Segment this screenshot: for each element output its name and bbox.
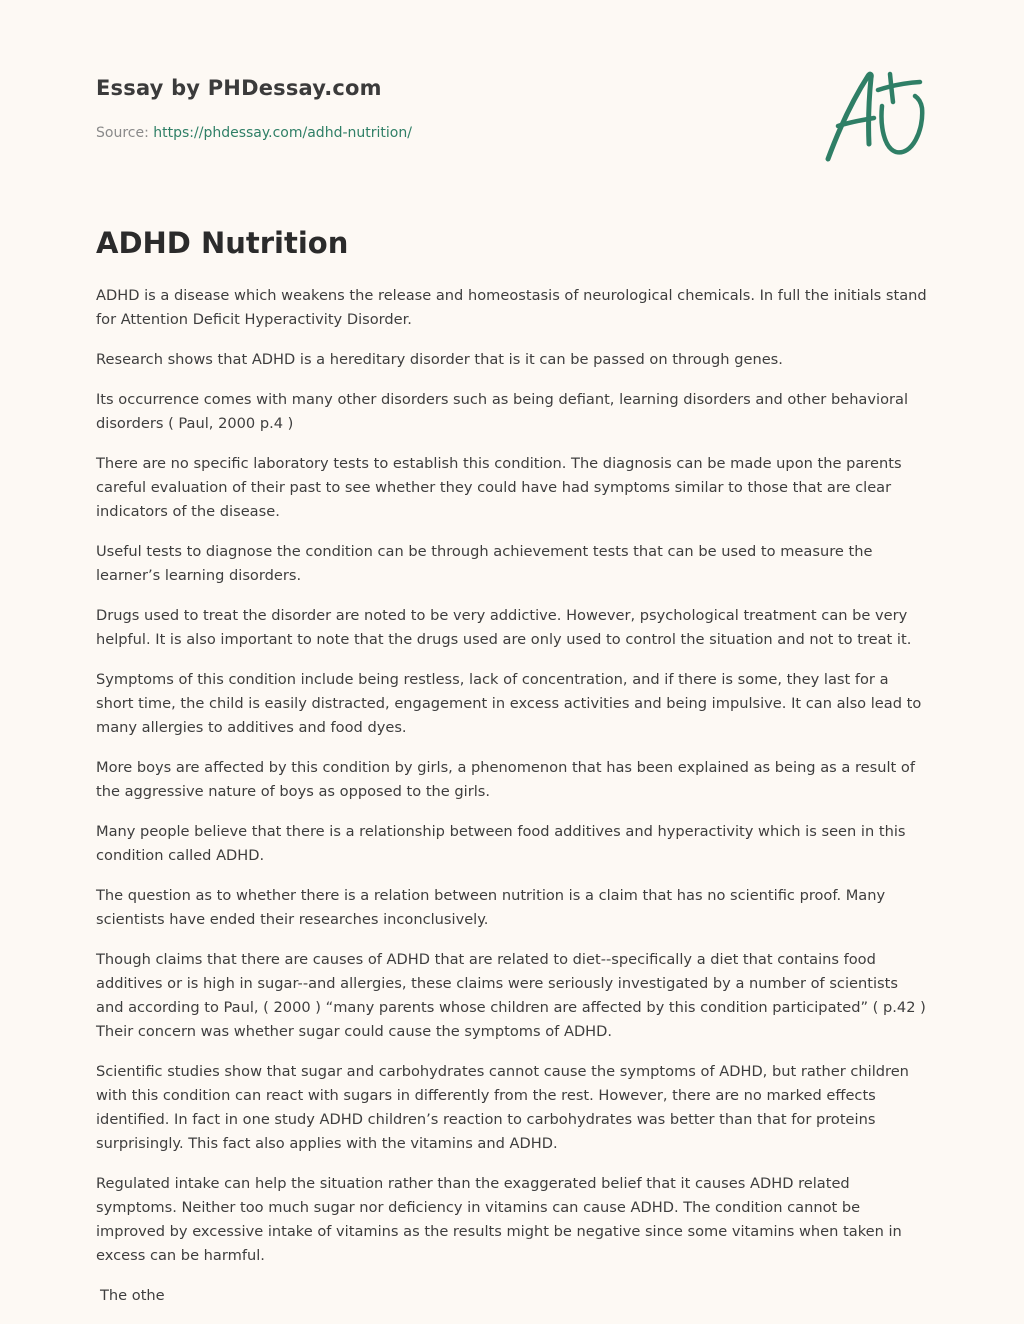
paragraph: There are no specific laboratory tests to establish this condition. The diagnosis can be made upon the parents careful evaluation of their past to see whether they could have had symptoms similar to those that are clear indicators of the disease.	[96, 455, 902, 520]
paragraph: More boys are affected by this condition by girls, a phenomenon that has been explained as being as a result of the aggressive nature of boys as opposed to the girls.	[96, 759, 915, 800]
source-link[interactable]: https://phdessay.com/adhd-nutrition/	[153, 125, 412, 141]
paragraph: Scientific studies show that sugar and carbohydrates cannot cause the symptoms of ADHD, but rather children with this condition can react with sugars in differently from the rest. However, there are no marked effects identified. In fact in one study ADHD children’s reaction to carbohydrates was better than that for proteins surprisingly. This fact also applies with the vitamins and ADHD.	[96, 1063, 909, 1152]
paragraph: Though claims that there are causes of ADHD that are related to diet--specifically a diet that contains food additives or is high in sugar--and allergies, these claims were seriously investigated by a number of scientists and according to Paul, ( 2000 ) “many parents whose children are affected by this condition participated” ( p.42 ) Their concern was whether sugar could cause the symptoms of ADHD.	[96, 951, 926, 1040]
paragraph: The question as to whether there is a relation between nutrition is a claim that has no scientific proof. Many scientists have ended their researches inconclusively.	[96, 887, 886, 928]
essay-body	[96, 284, 928, 1324]
source-label: Source:	[96, 125, 149, 141]
source-line	[96, 125, 412, 141]
paragraph: Useful tests to diagnose the condition can be through achievement tests that can be used to measure the learner’s learning disorders.	[96, 543, 873, 584]
paragraph-truncated: The othe	[100, 1287, 165, 1304]
site-title: Essay by PHDessay.com	[96, 76, 382, 100]
paragraph: Regulated intake can help the situation rather than the exaggerated belief that it causes ADHD related symptoms. Neither too much sugar nor deficiency in vitamins can cause ADHD. The condition cannot be improved by excessive intake of vitamins as the results might be negative since some vitamins when taken in excess can be harmful.	[96, 1175, 902, 1264]
paragraph: Symptoms of this condition include being restless, lack of concentration, and if there is some, they last for a short time, the child is easily distracted, engagement in excess activities and being impulsive. It can also lead to many allergies to additives and food dyes.	[96, 671, 922, 736]
essay-title: ADHD Nutrition	[96, 226, 349, 260]
paragraph: Many people believe that there is a relationship between food additives and hyperactivity which is seen in this condition called ADHD.	[96, 823, 906, 864]
paragraph: ADHD is a disease which weakens the release and homeostasis of neurological chemicals. In full the initials stand for Attention Deficit Hyperactivity Disorder.	[96, 287, 927, 328]
paragraph: Its occurrence comes with many other disorders such as being defiant, learning disorders and other behavioral disorders ( Paul, 2000 p.4 )	[96, 391, 908, 432]
a-plus-logo-icon	[824, 68, 928, 164]
paragraph: Drugs used to treat the disorder are noted to be very addictive. However, psychological treatment can be very helpful. It is also important to note that the drugs used are only used to control the situation and not to treat it.	[96, 607, 912, 648]
paragraph: Research shows that ADHD is a hereditary disorder that is it can be passed on through genes.	[96, 351, 783, 368]
